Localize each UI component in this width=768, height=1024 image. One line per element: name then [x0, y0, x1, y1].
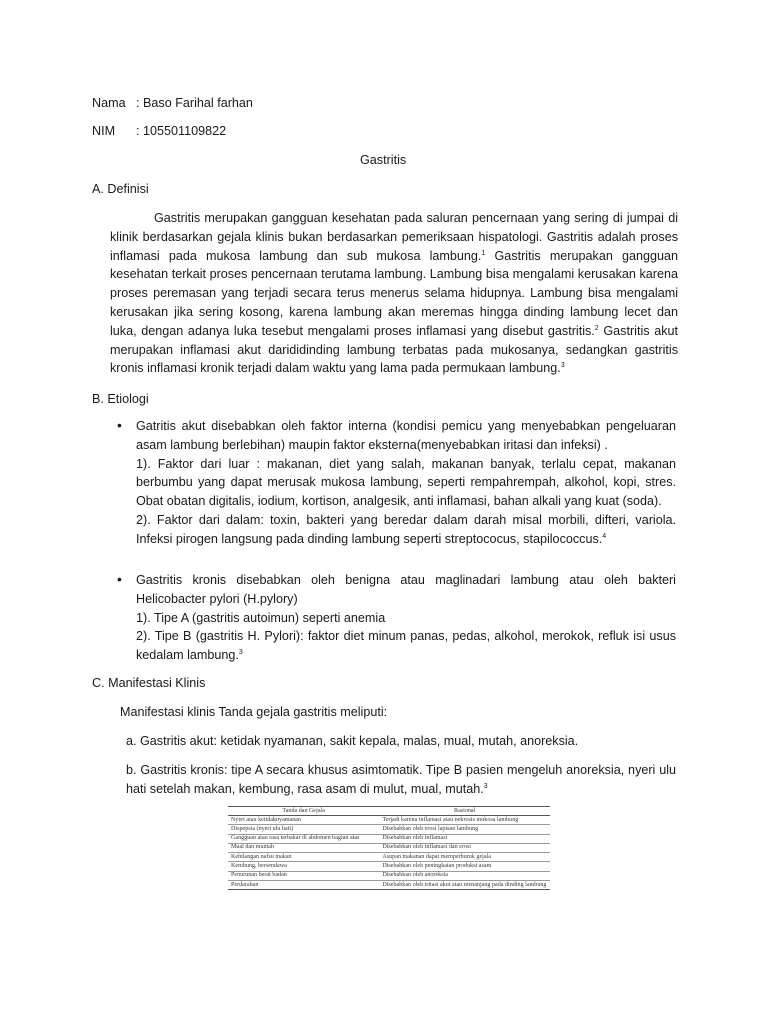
- footnote-ref: 3: [560, 362, 565, 370]
- manifestasi-item-b-text: b. Gastritis kronis: tipe A secara khusus asimtomatik. Tipe B pasien mengeluh anoreksia, nyeri ulu hati setelah makan, kembung, rasa asam di mulut, mual, mutah.: [126, 763, 676, 796]
- table-cell: Terjadi karena inflamasi atau nekrosis mukosa lambung: [379, 816, 550, 825]
- bullet-icon: •: [117, 417, 122, 433]
- table-cell: Disebabkan oleh peningkatan produksi asam: [379, 862, 550, 871]
- etiology-bullet-2: [136, 571, 676, 665]
- manifestasi-item-a: a. Gastritis akut: ketidak nyamanan, sakit kepala, malas, mual, mutah, anoreksia.: [126, 734, 579, 748]
- table-row: [228, 871, 550, 880]
- nama-label: Nama: [92, 96, 126, 110]
- definition-text-1: Gastritis merupakan gangguan kesehatan pada saluran pencernaan yang sering di jumpai di klinik berdasarkan gejala klinis bukan berdasarkan pemeriksaan hispatologi. Gastritis adalah proses inflamasi pada mukosa lambung dan sub mukosa lambung.: [110, 211, 678, 263]
- table-cell: Gangguan atau rasa terbakar di abdomen bagian atas: [228, 834, 379, 843]
- bullet-1-intro: Gatritis akut disebabkan oleh faktor interna (kondisi pemicu yang menyebabkan pengeluaran asam lambung berlebihan) maupin faktor eksterna(menyebabkan iritasi dan infeksi) .: [136, 419, 676, 452]
- page-title: Gastritis: [360, 153, 407, 167]
- bullet-1-item-2: [136, 511, 676, 549]
- manifestasi-intro: Manifestasi klinis Tanda gejala gastritis meliputi:: [120, 705, 388, 719]
- footnote-ref: 2: [594, 324, 599, 332]
- table-cell: Disebabkan oleh inflamasi dan erosi: [379, 843, 550, 852]
- table-row: [228, 816, 550, 825]
- definition-text-2: Gastritis merupakan gangguan kesehatan terkait proses pencernaan terutama lambung. Lambung bisa mengalami kerusakan karena proses peremasan yang terjadi secara terus menerus selama hidupnya. Lambung bisa mengalami kerusakan jika sering kosong, karena lambung akan meremas hingga dinding lambung lecet dan luka, dengan adanya luka tesebut mengalami proses inflamasi yang disebut gastritis.: [110, 248, 679, 338]
- table-header-cell: Tanda dan Gejala: [228, 807, 379, 816]
- nim-label: NIM: [92, 124, 116, 138]
- bullet-2-item-2: [136, 627, 676, 665]
- table-row: [228, 834, 550, 843]
- table-cell: Disebabkan oleh inflamasi: [379, 834, 550, 843]
- table-cell: Kembung, bersendawa: [228, 862, 379, 871]
- table-header-cell: Rasional: [379, 807, 550, 816]
- table-cell: Disebabkan oleh erosi lapisan lambung: [379, 825, 550, 834]
- table-cell: Penurunan berat badan: [228, 871, 379, 880]
- manifestasi-item-b: [126, 761, 676, 799]
- section-b-heading: B. Etiologi: [92, 392, 149, 406]
- table-row: [228, 881, 550, 890]
- table-cell: Kehilangan nafsu makan: [228, 853, 379, 862]
- table-cell: Asupan makanan dapat memperburuk gejala: [379, 853, 550, 862]
- bullet-2-intro: Gastritis kronis disebabkan oleh benigna atau maglinadari lambung atau oleh bakteri Helicobacter pylori (H.pylory): [136, 573, 676, 606]
- table-cell: Perdarahan: [228, 881, 379, 890]
- etiology-bullet-1: [136, 417, 676, 549]
- table-cell: Disebabkan oleh anoreksia: [379, 871, 550, 880]
- bullet-2-item-2-text: 2). Tipe B (gastritis H. Pylori): faktor diet minum panas, pedas, alkohol, merokok, refluk isi usus kedalam lambung.: [136, 629, 676, 663]
- table-cell: Nyeri atau ketidaknyamanan: [228, 816, 379, 825]
- bullet-1-item-2-text: 2). Faktor dari dalam: toxin, bakteri yang beredar dalam darah misal morbili, difteri, variola. Infeksi pirogen langsung pada dinding lambung seperti streptococus, stapilococcus.: [136, 512, 676, 546]
- table-row: [228, 862, 550, 871]
- footnote-ref: 3: [238, 649, 243, 657]
- table-cell: Dispepsia (nyeri ulu hati): [228, 825, 379, 834]
- footnote-ref: 3: [483, 782, 488, 790]
- nim-value: : 105501109822: [136, 124, 227, 138]
- table-cell: Mual dan muntah: [228, 843, 379, 852]
- section-c-heading: C. Manifestasi Klinis: [92, 676, 206, 690]
- bullet-1-item-1: 1). Faktor dari luar : makanan, diet yang salah, makanan banyak, terlalu cepat, makanan berbumbu yang dapat merusak mukosa lambung, seperti rempahrempah, alkohol, kopi, stres. Obat obatan digitalis, iodium, kortison, analgesik, anti inflamasi, bahan alkali yang kuat (soda).: [136, 456, 676, 509]
- section-a-paragraph: [110, 209, 678, 378]
- footnote-ref: 1: [481, 249, 486, 257]
- table-row: [228, 843, 550, 852]
- section-a-heading: A. Definisi: [92, 182, 149, 196]
- definition-text-3: Gastritis akut merupakan inflamasi akut darididinding lambung terbatas pada mukosanya, sedangkan gastritis kronis inflamasi kronik terjadi dalam waktu yang lama pada permukaan lambung.: [110, 323, 678, 376]
- table-row: [228, 825, 550, 834]
- symptom-table: [228, 806, 550, 930]
- table-row: [228, 853, 550, 862]
- footnote-ref: 4: [602, 532, 607, 540]
- bullet-icon: •: [117, 571, 122, 587]
- table-cell: Disebabkan oleh iritasi akut atau menanjang pada dinding lambung: [379, 881, 550, 890]
- nama-value: : Baso Farihal farhan: [136, 96, 253, 110]
- table-header-row: [228, 807, 550, 816]
- bullet-2-item-1: 1). Tipe A (gastritis autoimun) seperti anemia: [136, 610, 386, 625]
